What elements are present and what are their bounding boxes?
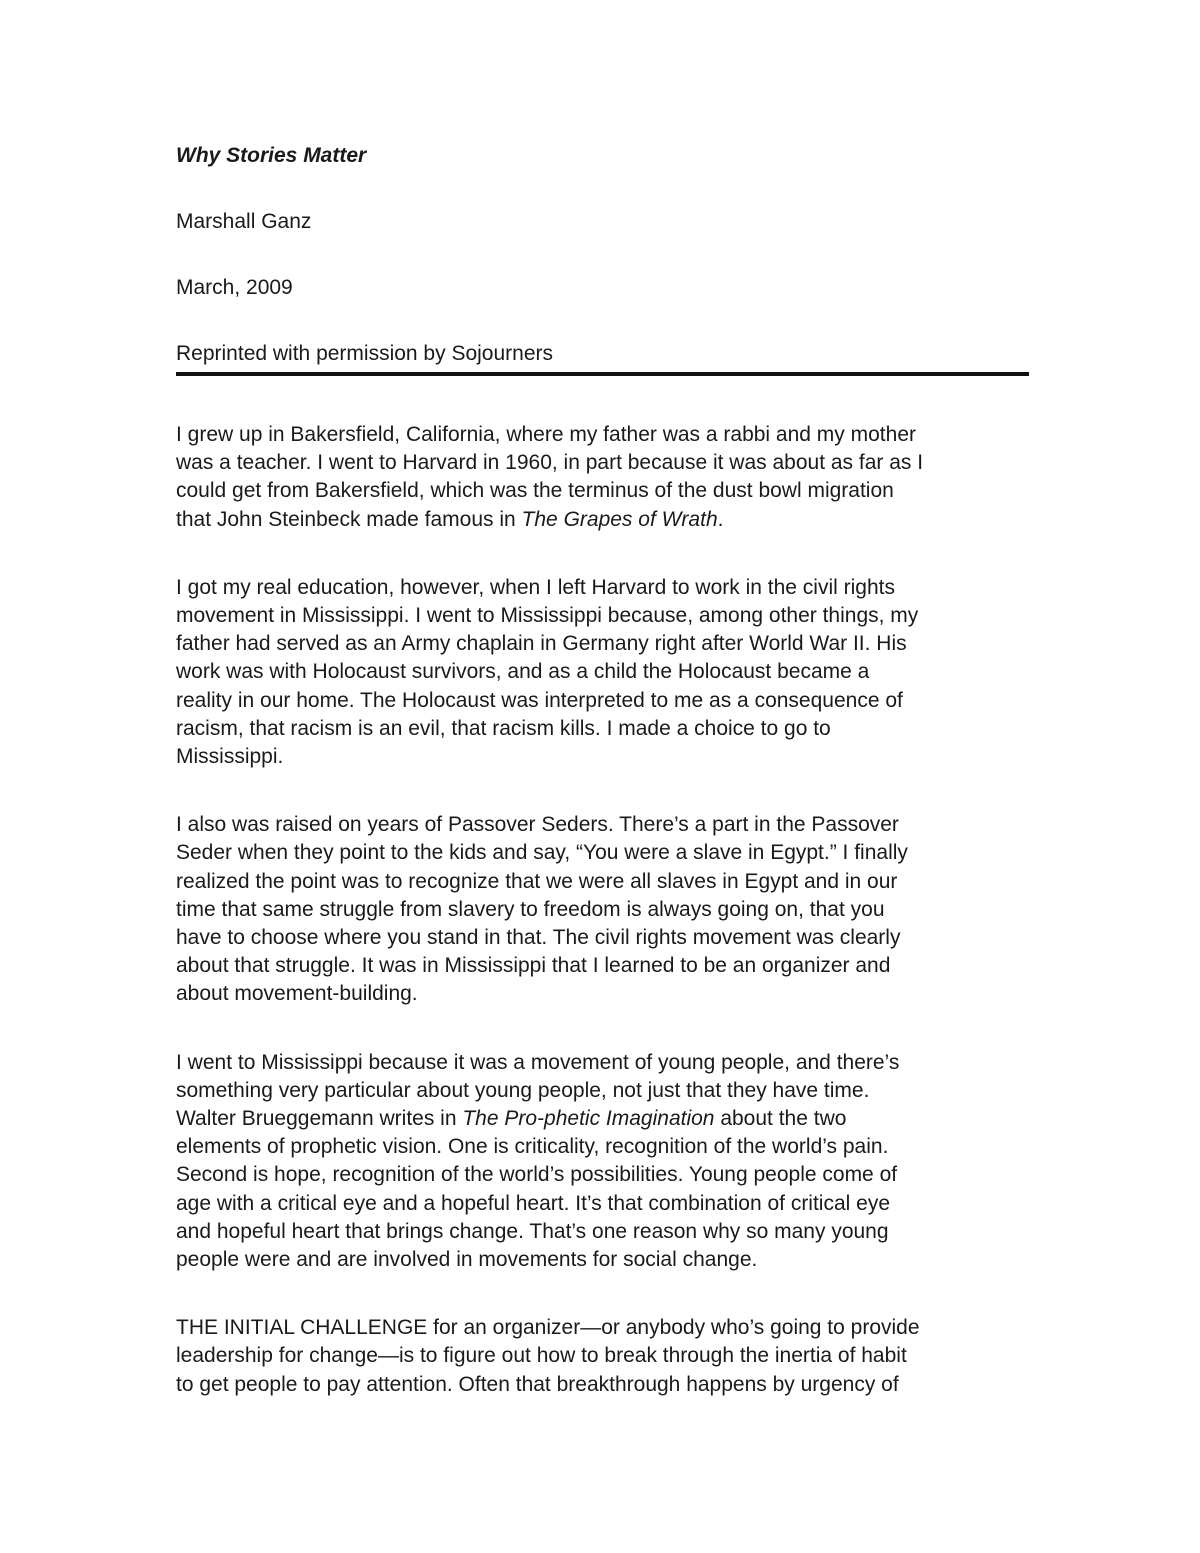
text-line (176, 1105, 1036, 1133)
book-title: The Pro-phetic Imagination (462, 1107, 715, 1131)
header-divider (176, 372, 1029, 376)
text-line: something very particular about young people, not just that they have time. (176, 1078, 870, 1102)
text-line: Second is hope, recognition of the world’s possibilities. Young people come of (176, 1163, 898, 1187)
paragraph-2 (176, 574, 1036, 771)
paragraph-4 (176, 1049, 1036, 1275)
text-line: racism, that racism is an evil, that racism kills. I made a choice to go to (176, 716, 831, 740)
text-line: work was with Holocaust survivors, and as a child the Holocaust became a (176, 660, 870, 684)
text-line: I got my real education, however, when I left Harvard to work in the civil rights (176, 575, 895, 599)
text-line: time that same struggle from slavery to freedom is always going on, that you (176, 897, 885, 921)
text-line: I also was raised on years of Passover Seders. There’s a part in the Passover (176, 813, 899, 837)
text-line: elements of prophetic vision. One is criticality, recognition of the world’s pain. (176, 1135, 889, 1159)
text-line: Seder when they point to the kids and say, “You were a slave in Egypt.” I finally (176, 841, 908, 865)
text-line: realized the point was to recognize that we were all slaves in Egypt and in our (176, 869, 898, 893)
text-fragment: . (717, 507, 724, 531)
text-line (176, 506, 1036, 534)
paragraph-3 (176, 811, 1036, 1008)
publication-date: March, 2009 (176, 276, 293, 299)
text-line: have to choose where you stand in that. The civil rights movement was clearly (176, 926, 901, 950)
text-line: and hopeful heart that brings change. That’s one reason why so many young (176, 1219, 889, 1243)
document-title: Why Stories Matter (176, 144, 367, 167)
text-line: people were and are involved in movements for social change. (176, 1248, 758, 1272)
author-name: Marshall Ganz (176, 210, 312, 233)
text-fragment: about the two (714, 1107, 847, 1131)
book-title: The Grapes of Wrath (521, 507, 718, 531)
text-line: I grew up in Bakersfield, California, where my father was a rabbi and my mother (176, 423, 916, 446)
text-line: I went to Mississippi because it was a movement of young people, and there’s (176, 1050, 900, 1074)
document-content (176, 142, 1056, 1439)
text-line: age with a critical eye and a hopeful heart. It’s that combination of critical eye (176, 1191, 891, 1215)
text-line: was a teacher. I went to Harvard in 1960, in part because it was about as far as I (176, 451, 924, 475)
text-line: movement in Mississippi. I went to Mississippi because, among other things, my (176, 604, 919, 628)
text-fragment: Walter Brueggemann writes in (176, 1107, 463, 1131)
text-line: to get people to pay attention. Often that breakthrough happens by urgency of (176, 1372, 899, 1396)
text-line: Mississippi. (176, 745, 284, 769)
reprint-note: Reprinted with permission by Sojourners (176, 342, 554, 365)
article-body (176, 421, 1056, 1399)
text-line: leadership for change—is to figure out how to break through the inertia of habit (176, 1344, 907, 1368)
text-fragment: that John Steinbeck made famous in (176, 507, 522, 531)
text-line: father had served as an Army chaplain in Germany right after World War II. His (176, 632, 907, 656)
text-line: THE INITIAL CHALLENGE for an organizer—or anybody who’s going to provide (176, 1316, 920, 1340)
text-line: about movement-building. (176, 982, 418, 1006)
text-line: about that struggle. It was in Mississippi that I learned to be an organizer and (176, 954, 891, 978)
paragraph-1 (176, 421, 1036, 534)
text-line: could get from Bakersfield, which was the terminus of the dust bowl migration (176, 479, 894, 503)
paragraph-5 (176, 1314, 1036, 1399)
text-line: reality in our home. The Holocaust was interpreted to me as a consequence of (176, 688, 903, 712)
